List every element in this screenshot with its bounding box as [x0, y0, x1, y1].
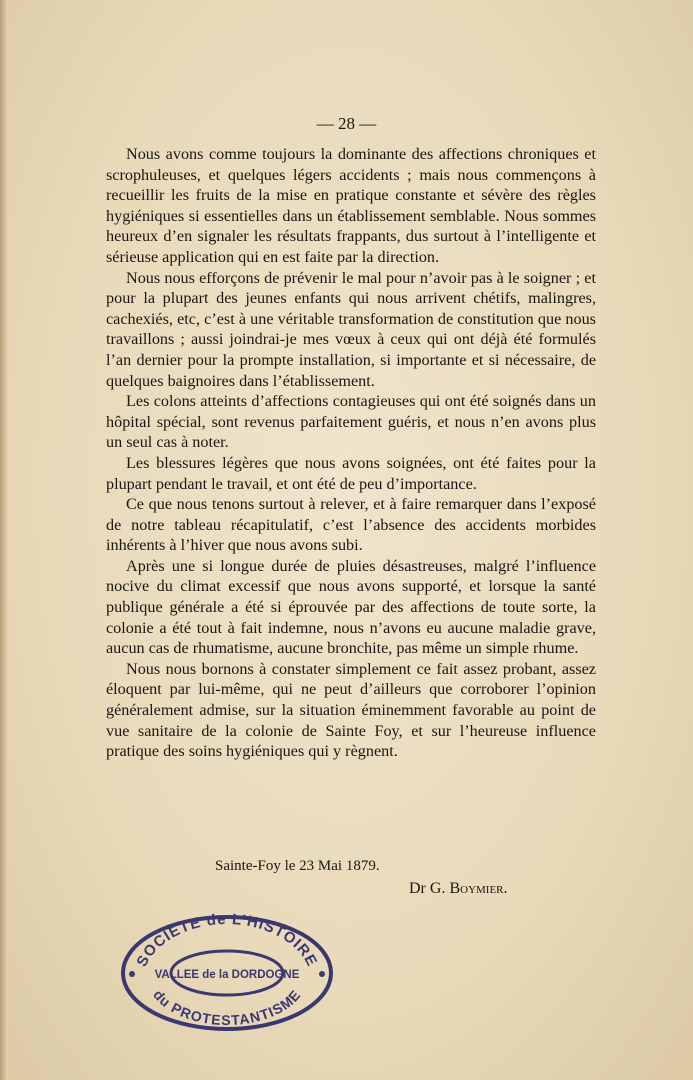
stamp-bottom-text: du PROTESTANTISME [150, 986, 304, 1029]
paragraph: Nous avons comme toujours la dominante des affections chroniques et scrophuleuses, et quelques légers accidents ; mais nous commençons à recueillir les fruits de la mise en pratique constante et sévère des règles hygiéniques si essentielles dans un établissement semblable. Nous sommes heureux d’en signaler les résultats frappants, dus surtout à l’intelligente et sérieuse application qui en est faite par la direction. [106, 145, 596, 266]
stamp-dot-right [319, 971, 325, 977]
stamp-top-text: SOCIETE de L’HISTOIRE [133, 912, 321, 970]
library-stamp [116, 912, 338, 1034]
paragraph: Après une si longue durée de pluies désastreuses, malgré l’influence nocive du climat excessif que nous avons supporté, et lorsque la santé publique générale a été si éprouvée par des affections de toute sorte, la colonie a été tout à fait indemne, nous n’avons eu aucune maladie grave, aucun cas de rhumatisme, aucune bronchite, pas même un simple rhume. [106, 556, 596, 658]
signature [409, 880, 508, 898]
paragraph: Les colons atteints d’affections contagieuses qui ont été soignés dans un hôpital spécial, sont revenus parfaitement guéris, et nous n’en avons plus un seul cas à noter. [106, 392, 596, 452]
paragraph: Nous nous bornons à constater simplement ce fait assez probant, assez éloquent par lui-même, qui ne peut d’ailleurs que corroborer l’opinion généralement admise, sur la situation éminemment favorable au point de vue sanitaire de la colonie de Sainte Foy, et sur l’heureuse influence pratique des soins hygiéniques qui y règnent. [106, 659, 596, 761]
page-number: — 28 — [316, 114, 377, 133]
stamp-middle-text: VALLEE de la DORDOGNE [154, 969, 300, 981]
stamp-dot-left [129, 971, 135, 977]
signature-initial: G. [429, 880, 446, 897]
paragraph: Les blessures légères que nous avons soignées, ont été faites pour la plupart pendant le travail, et ont été de peu d’importance. [106, 453, 596, 493]
signature-surname: Boymier. [449, 880, 508, 897]
svg-text:SOCIETE de L’HISTOIRE [133, 912, 320, 970]
place-date: Sainte-Foy le 23 Mai 1879. [215, 858, 380, 874]
page-edge [0, 0, 8, 1080]
paragraph: Ce que nous tenons surtout à relever, et à faire remarquer dans l’exposé de notre tableau récapitulatif, c’est l’absence des accidents morbides inhérents à l’hiver que nous avons subi. [106, 495, 596, 555]
body-text [106, 144, 596, 762]
signature-title: Dr [409, 880, 426, 897]
paragraph: Nous nous efforçons de prévenir le mal pour n’avoir pas à le soigner ; et pour la plupart des jeunes enfants qui nous arrivent chétifs, malingres, cachexiés, etc, c’est à une véritable transformation de constitution que nous travaillons ; aussi joindrai-je mes vœux à ceux qui ont déjà été formulés l’an dernier pour la prompte installation, si importante et si nécessaire, de quelques baignoires dans l’établissement. [106, 268, 596, 390]
